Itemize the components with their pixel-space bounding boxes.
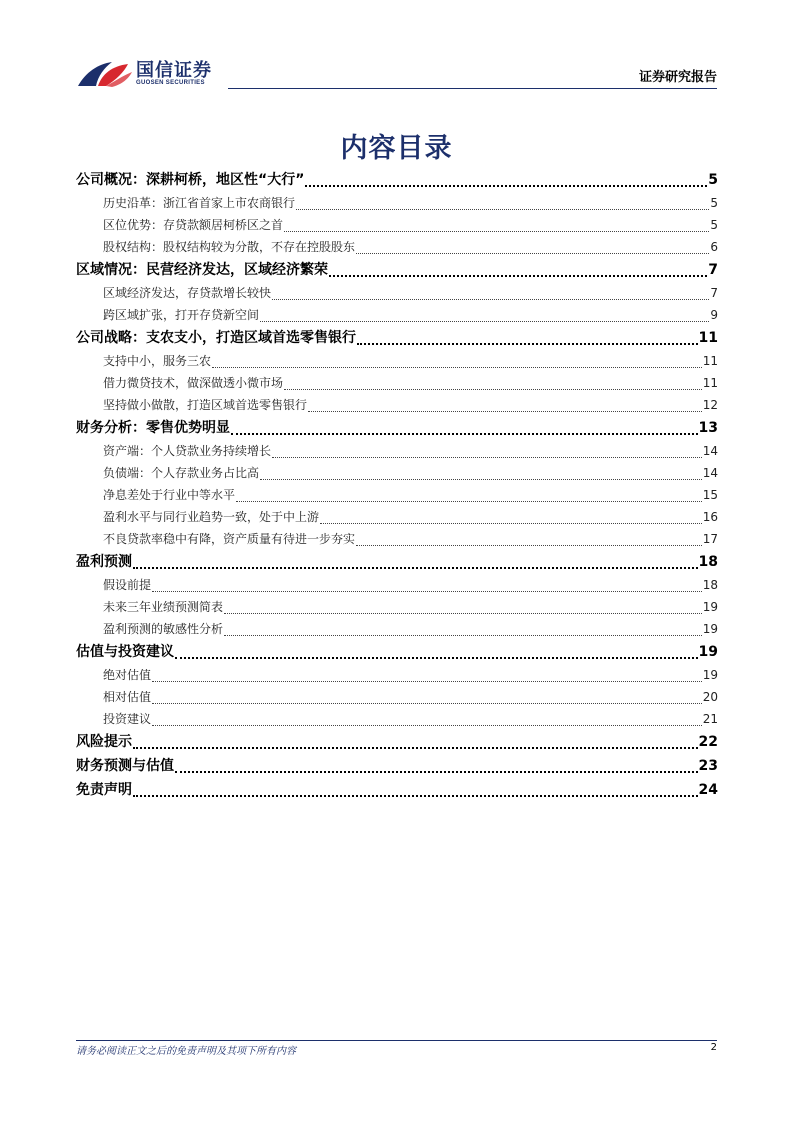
toc-entry-label: 盈利水平与同行业趋势一致，处于中上游 bbox=[103, 510, 320, 524]
toc-section-entry[interactable] bbox=[76, 640, 718, 664]
toc-subsection-entry[interactable] bbox=[76, 282, 718, 304]
toc-entry-label: 盈利预测 bbox=[76, 554, 132, 570]
toc-entry-label: 净息差处于行业中等水平 bbox=[103, 488, 236, 502]
dot-leader bbox=[133, 795, 698, 797]
toc-entry-label: 公司概况：深耕柯桥，地区性“大行” bbox=[76, 172, 305, 188]
toc-entry-page: 11 bbox=[702, 376, 718, 390]
toc-subsection-entry[interactable] bbox=[76, 618, 718, 640]
toc-entry-label: 支持中小，服务三农 bbox=[103, 354, 212, 368]
toc-subsection-entry[interactable] bbox=[76, 506, 718, 528]
toc-entry-page: 21 bbox=[702, 712, 718, 726]
toc-subsection-entry[interactable] bbox=[76, 214, 718, 236]
logo-english-name: GUOSEN SECURITIES bbox=[136, 80, 205, 86]
dot-leader bbox=[224, 635, 702, 636]
toc-entry-page: 18 bbox=[698, 554, 718, 570]
dot-leader bbox=[284, 231, 709, 232]
dot-leader bbox=[152, 591, 702, 592]
toc-section-entry[interactable] bbox=[76, 258, 718, 282]
toc-entry-page: 13 bbox=[698, 420, 718, 436]
toc-title: 内容目录 bbox=[340, 133, 453, 164]
toc-subsection-entry[interactable] bbox=[76, 686, 718, 708]
toc-subsection-entry[interactable] bbox=[76, 462, 718, 484]
dot-leader bbox=[175, 771, 698, 773]
toc-entry-label: 盈利预测的敏感性分析 bbox=[103, 622, 224, 636]
toc-entry-page: 5 bbox=[710, 196, 718, 210]
toc-subsection-entry[interactable] bbox=[76, 484, 718, 506]
toc-entry-page: 18 bbox=[702, 578, 718, 592]
logo-chinese-name: 国信证券 bbox=[136, 60, 212, 81]
dot-leader bbox=[236, 501, 702, 502]
toc-section-entry[interactable] bbox=[76, 168, 718, 192]
toc-entry-label: 股权结构：股权结构较为分散，不存在控股股东 bbox=[103, 240, 356, 254]
page-number: 2 bbox=[710, 1042, 717, 1053]
dot-leader bbox=[320, 523, 702, 524]
dot-leader bbox=[260, 479, 702, 480]
toc-section-entry[interactable] bbox=[76, 754, 718, 778]
toc-entry-label: 资产端：个人贷款业务持续增长 bbox=[103, 444, 272, 458]
toc-entry-page: 16 bbox=[702, 510, 718, 524]
toc-entry-page: 14 bbox=[702, 444, 718, 458]
toc-entry-label: 相对估值 bbox=[103, 690, 152, 704]
toc-entry-label: 坚持做小做散，打造区域首选零售银行 bbox=[103, 398, 308, 412]
footer-divider bbox=[76, 1040, 717, 1041]
toc-subsection-entry[interactable] bbox=[76, 192, 718, 214]
toc-entry-page: 7 bbox=[708, 262, 718, 278]
toc-entry-label: 公司战略：支农支小，打造区域首选零售银行 bbox=[76, 330, 356, 346]
guosen-logo-icon bbox=[76, 56, 134, 90]
header-divider bbox=[228, 88, 717, 89]
toc-entry-page: 19 bbox=[698, 644, 718, 660]
toc-entry-page: 14 bbox=[702, 466, 718, 480]
toc-entry-label: 免责声明 bbox=[76, 782, 132, 798]
toc-section-entry[interactable] bbox=[76, 326, 718, 350]
toc-subsection-entry[interactable] bbox=[76, 596, 718, 618]
dot-leader bbox=[212, 367, 702, 368]
toc-entry-page: 17 bbox=[702, 532, 718, 546]
toc-entry-label: 不良贷款率稳中有降，资产质量有待进一步夯实 bbox=[103, 532, 356, 546]
dot-leader bbox=[272, 299, 709, 300]
dot-leader bbox=[152, 703, 702, 704]
toc-subsection-entry[interactable] bbox=[76, 440, 718, 462]
dot-leader bbox=[356, 253, 709, 254]
toc-subsection-entry[interactable] bbox=[76, 574, 718, 596]
toc-entry-page: 20 bbox=[702, 690, 718, 704]
toc-entry-page: 5 bbox=[708, 172, 718, 188]
dot-leader bbox=[296, 209, 709, 210]
dot-leader bbox=[152, 681, 702, 682]
dot-leader bbox=[133, 567, 698, 569]
toc-entry-page: 19 bbox=[702, 622, 718, 636]
toc-entry-label: 区位优势：存贷款额居柯桥区之首 bbox=[103, 218, 284, 232]
toc-entry-label: 区域经济发达，存贷款增长较快 bbox=[103, 286, 272, 300]
toc-entry-page: 19 bbox=[702, 600, 718, 614]
dot-leader bbox=[308, 411, 702, 412]
toc-entry-label: 跨区域扩张，打开存贷新空间 bbox=[103, 308, 260, 322]
toc-entry-label: 区域情况：民营经济发达，区域经济繁荣 bbox=[76, 262, 328, 278]
dot-leader bbox=[152, 725, 702, 726]
toc-section-entry[interactable] bbox=[76, 730, 718, 754]
toc-entry-label: 财务分析：零售优势明显 bbox=[76, 420, 230, 436]
toc-entry-label: 借力微贷技术，做深做透小微市场 bbox=[103, 376, 284, 390]
toc-subsection-entry[interactable] bbox=[76, 394, 718, 416]
toc-section-entry[interactable] bbox=[76, 550, 718, 574]
toc-entry-page: 23 bbox=[698, 758, 718, 774]
toc-entry-label: 负债端：个人存款业务占比高 bbox=[103, 466, 260, 480]
toc-subsection-entry[interactable] bbox=[76, 528, 718, 550]
table-of-contents bbox=[76, 168, 718, 802]
dot-leader bbox=[272, 457, 702, 458]
toc-entry-page: 22 bbox=[698, 734, 718, 750]
toc-subsection-entry[interactable] bbox=[76, 236, 718, 258]
dot-leader bbox=[260, 321, 709, 322]
toc-entry-page: 15 bbox=[702, 488, 718, 502]
dot-leader bbox=[329, 275, 707, 277]
toc-entry-label: 投资建议 bbox=[103, 712, 152, 726]
toc-entry-page: 11 bbox=[698, 330, 718, 346]
dot-leader bbox=[356, 545, 702, 546]
toc-subsection-entry[interactable] bbox=[76, 664, 718, 686]
dot-leader bbox=[305, 185, 707, 187]
dot-leader bbox=[133, 747, 698, 749]
toc-entry-label: 历史沿革：浙江省首家上市农商银行 bbox=[103, 196, 296, 210]
toc-subsection-entry[interactable] bbox=[76, 304, 718, 326]
dot-leader bbox=[357, 343, 698, 345]
toc-subsection-entry[interactable] bbox=[76, 372, 718, 394]
toc-entry-page: 12 bbox=[702, 398, 718, 412]
toc-subsection-entry[interactable] bbox=[76, 708, 718, 730]
toc-entry-page: 6 bbox=[710, 240, 718, 254]
dot-leader bbox=[284, 389, 702, 390]
dot-leader bbox=[224, 613, 702, 614]
toc-entry-label: 估值与投资建议 bbox=[76, 644, 174, 660]
dot-leader bbox=[175, 657, 698, 659]
toc-entry-label: 财务预测与估值 bbox=[76, 758, 174, 774]
toc-entry-label: 假设前提 bbox=[103, 578, 152, 592]
toc-entry-label: 风险提示 bbox=[76, 734, 132, 750]
toc-entry-page: 5 bbox=[710, 218, 718, 232]
toc-subsection-entry[interactable] bbox=[76, 350, 718, 372]
report-type: 证券研究报告 bbox=[638, 70, 717, 85]
toc-entry-page: 24 bbox=[698, 782, 718, 798]
footer-disclaimer: 请务必阅读正文之后的免责声明及其项下所有内容 bbox=[76, 1046, 296, 1057]
toc-entry-page: 9 bbox=[710, 308, 718, 322]
dot-leader bbox=[231, 433, 698, 435]
toc-section-entry[interactable] bbox=[76, 416, 718, 440]
toc-section-entry[interactable] bbox=[76, 778, 718, 802]
toc-entry-label: 绝对估值 bbox=[103, 668, 152, 682]
toc-entry-label: 未来三年业绩预测简表 bbox=[103, 600, 224, 614]
toc-entry-page: 7 bbox=[710, 286, 718, 300]
company-logo bbox=[76, 54, 226, 92]
toc-entry-page: 19 bbox=[702, 668, 718, 682]
toc-entry-page: 11 bbox=[702, 354, 718, 368]
